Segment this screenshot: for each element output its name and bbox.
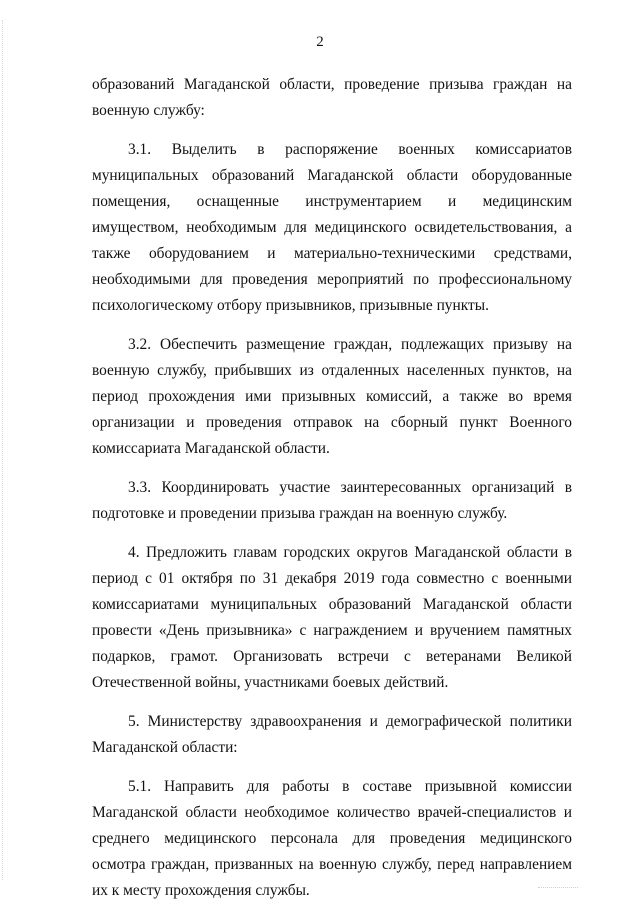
scan-margin-marks [2,20,6,880]
paragraph-4: 4. Предложить главам городских округов Магаданской области в период с 01 октября по 31 декабря 2019 года совместно с военными комиссариатами муниципальных образований Магаданской области провести «День призывника» с награждением и вручением памятных подарков, грамот. Организовать встречи с ветеранами Великой Отечественной войны, участниками боевых действий. [92,544,572,691]
paragraph-3-3: 3.3. Координировать участие заинтересованных организаций в подготовке и проведении призыва граждан на военную службу. [92,479,572,522]
paragraph-5-1: 5.1. Направить для работы в составе призывной комиссии Магаданской области необходимое количество врачей-специалистов и среднего медицинского персонала для проведения медицинского осмотра граждан, призванных на военную службу, перед направлением их к месту прохождения службы. [92,778,572,899]
paragraph-5: 5. Министерству здравоохранения и демографической политики Магаданской области: [92,713,572,756]
document-body [92,72,572,904]
paragraph-3-2: 3.2. Обеспечить размещение граждан, подлежащих призыву на военную службу, прибывших из отдаленных населенных пунктов, на период прохождения ими призывных комиссий, а также во время организации и проведения отправок на сборный пункт Военного комиссариата Магаданской области. [92,336,572,457]
scan-artifact [538,887,578,892]
paragraph-3-1: 3.1. Выделить в распоряжение военных комиссариатов муниципальных образований Магаданской области оборудованные помещения, оснащенные инструментарием и медицинским имуществом, необходимым для медицинского освидетельствования, а также оборудованием и материально-техническими средствами, необходимыми для проведения мероприятий по профессиональному психологическому отбору призывников, призывные пункты. [92,141,572,314]
page-number: 2 [316,34,324,50]
paragraph-continuation: образований Магаданской области, проведение призыва граждан на военную службу: [92,76,572,119]
